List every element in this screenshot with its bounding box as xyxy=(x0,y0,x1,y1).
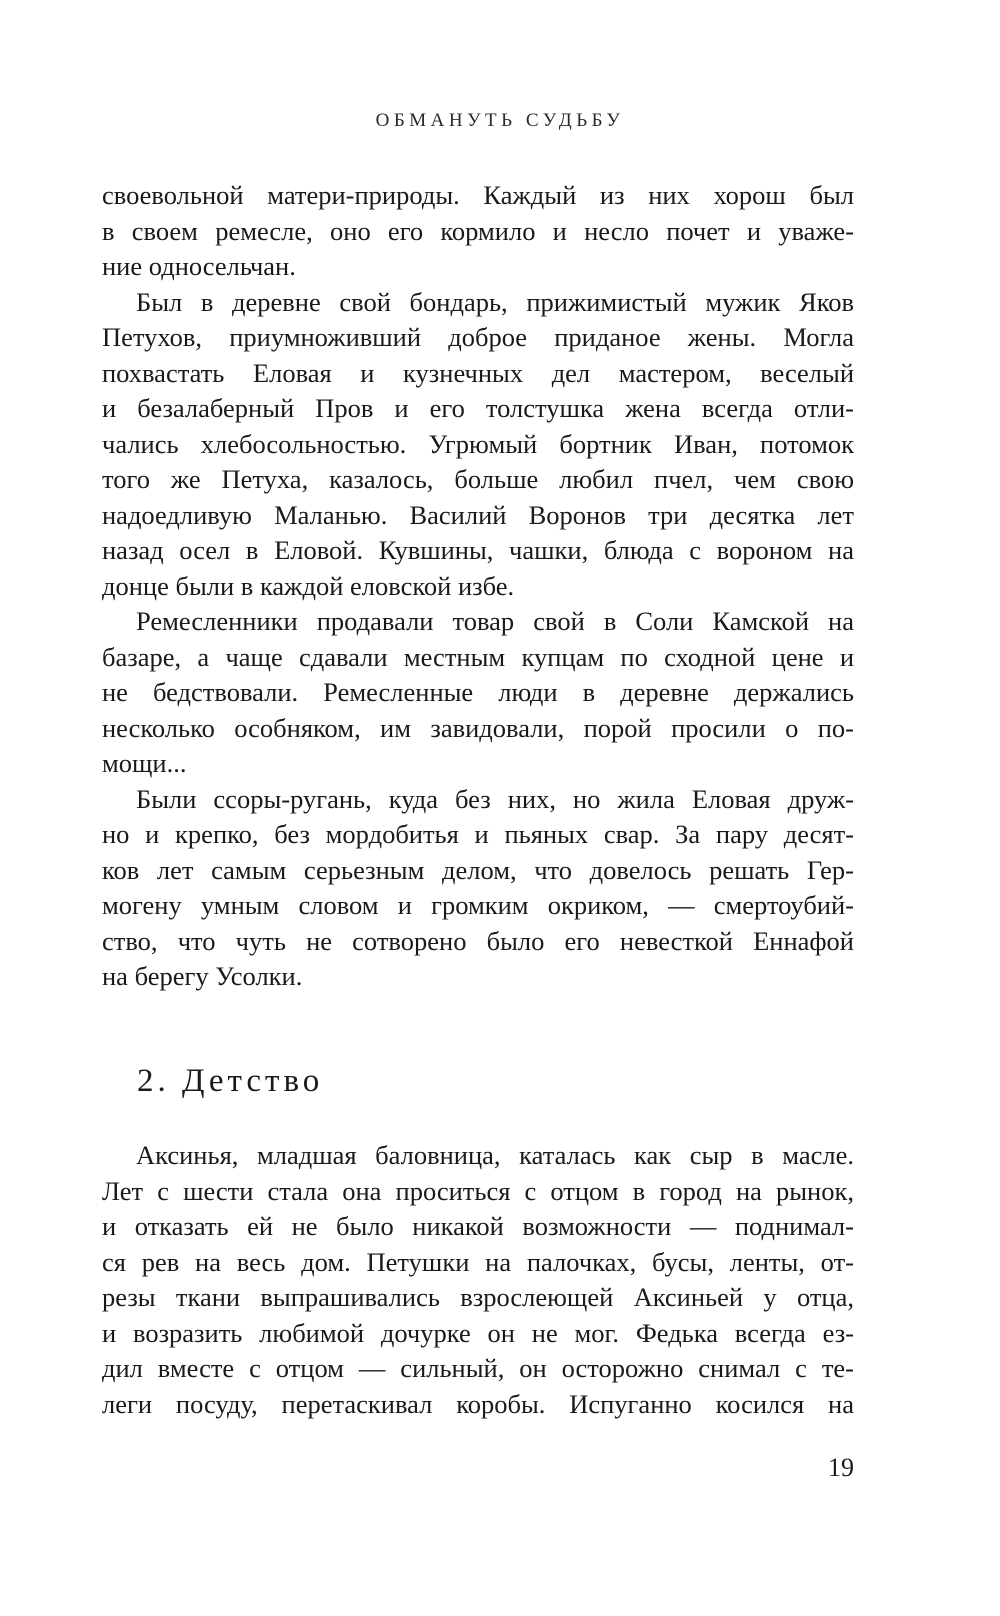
text-line: Петухов, приумноживший доброе приданое жены. Могла xyxy=(102,322,854,352)
body-text-block-2 xyxy=(102,1138,854,1422)
text-line: своевольной матери-природы. Каждый из них хорош был xyxy=(102,180,854,210)
text-line: могену умным словом и громким окриком, — смертоубий- xyxy=(102,890,854,920)
text-line: на берегу Усолки. xyxy=(102,961,303,991)
text-line: и возразить любимой дочурке он не мог. Федька всегда ез- xyxy=(102,1317,854,1348)
text-line: Были ссоры-ругань, куда без них, но жила Еловая друж- xyxy=(136,783,854,814)
running-head: ОБМАНУТЬ СУДЬБУ xyxy=(375,110,625,131)
text-line: Ремесленники продавали товар свой в Соли Камской на xyxy=(136,606,854,636)
text-line: чались хлебосольностью. Угрюмый бортник Иван, потомок xyxy=(102,428,854,459)
body-text-block-1 xyxy=(102,178,854,995)
chapter-heading: 2. Детство xyxy=(137,1063,324,1099)
text-line: Был в деревне свой бондарь, прижимистый мужик Яков xyxy=(136,286,854,317)
text-line: резы ткани выпрашивались взрослеющей Аксиньей у отца, xyxy=(102,1282,854,1312)
text-line: мощи... xyxy=(102,748,187,778)
text-line: Аксинья, младшая баловница, каталась как сыр в масле. xyxy=(136,1140,854,1170)
text-line: в своем ремесле, оно его кормило и несло почет и уваже- xyxy=(102,215,854,246)
text-line: ство, что чуть не сотворено было его невесткой Еннафой xyxy=(102,925,854,956)
text-line: похвастать Еловая и кузнечных дел мастером, веселый xyxy=(102,357,854,388)
text-line: дил вместе с отцом — сильный, он осторожно снимал с те- xyxy=(102,1353,854,1383)
text-line: не бедствовали. Ремесленные люди в деревне держались xyxy=(102,677,854,707)
text-line: но и крепко, без мордобитья и пьяных свар. За пару десят- xyxy=(102,819,854,849)
text-line: леги посуду, перетаскивал коробы. Испуганно косился на xyxy=(102,1388,854,1419)
text-line: ков лет самым серьезным делом, что довелось решать Гер- xyxy=(102,854,854,885)
text-line: донце были в каждой еловской избе. xyxy=(102,570,515,601)
text-line: и безалаберный Пров и его толстушка жена всегда отли- xyxy=(102,393,854,423)
text-line: несколько особняком, им завидовали, порой просили о по- xyxy=(102,712,854,743)
text-line: ние односельчан. xyxy=(102,251,296,281)
text-line: того же Петуха, казалось, больше любил пчел, чем свою xyxy=(102,464,854,494)
text-line: Лет с шести стала она проситься с отцом в город на рынок, xyxy=(102,1175,854,1206)
page-number: 19 xyxy=(828,1453,854,1482)
text-line: назад осел в Еловой. Кувшины, чашки, блюда с вороном на xyxy=(102,535,854,565)
text-line: и отказать ей не было никакой возможности — поднимал- xyxy=(102,1211,854,1241)
text-line: базаре, а чаще сдавали местным купцам по сходной цене и xyxy=(102,641,854,672)
text-line: ся рев на весь дом. Петушки на палочках, бусы, ленты, от- xyxy=(102,1246,854,1277)
text-line: надоедливую Маланью. Василий Воронов три десятка лет xyxy=(102,499,854,530)
